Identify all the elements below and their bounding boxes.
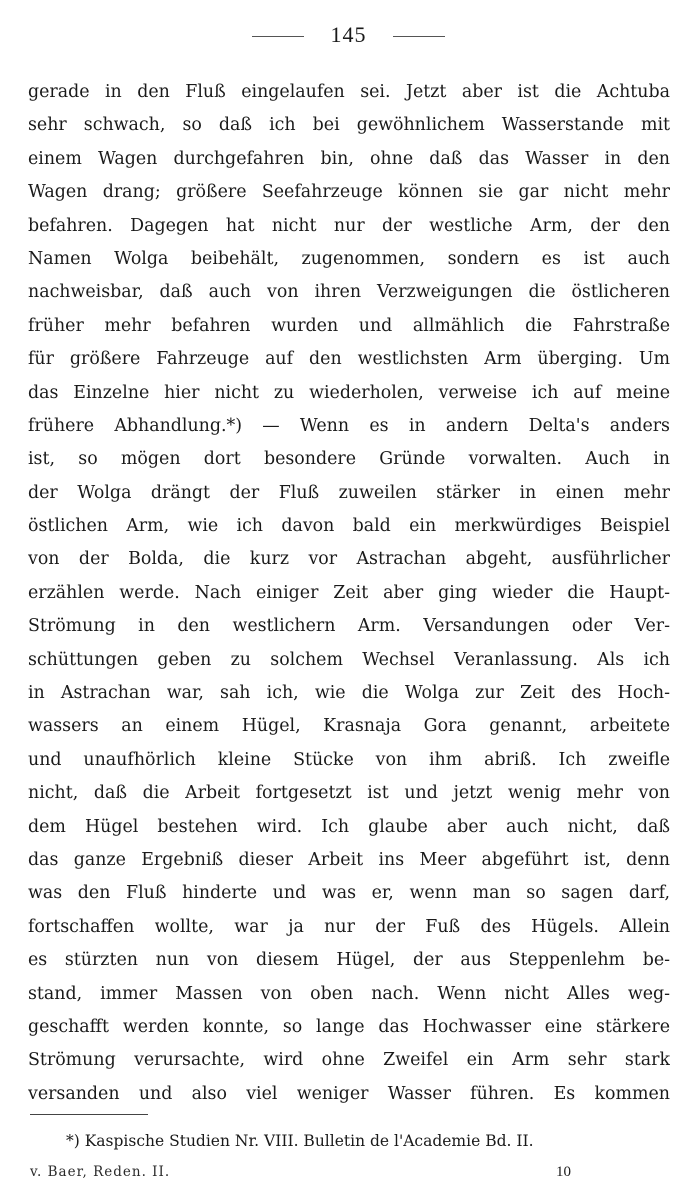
body-line: nicht, daß die Arbeit fortgesetzt ist und jetzt wenig mehr von — [28, 783, 670, 804]
body-line: erzählen werde. Nach einiger Zeit aber ging wieder die Haupt- — [28, 582, 670, 603]
body-line: Strömung in den westlichern Arm. Versandungen oder Ver- — [28, 616, 670, 637]
body-line: dem Hügel bestehen wird. Ich glaube aber auch nicht, daß — [28, 816, 670, 837]
body-line: das Einzelne hier nicht zu wiederholen, verweise ich auf meine — [28, 382, 670, 403]
body-line: gerade in den Fluß eingelaufen sei. Jetzt aber ist die Achtuba — [28, 82, 670, 102]
body-line: schüttungen geben zu solchem Wechsel Veranlassung. Als ich — [28, 649, 670, 670]
signature-mark: v. Baer, Reden. II. — [30, 1164, 171, 1180]
body-line: der Wolga drängt der Fluß zuweilen stärker in einen mehr — [28, 482, 670, 503]
body-line: früher mehr befahren wurden und allmählich die Fahrstraße — [28, 315, 670, 336]
body-line: das ganze Ergebniß dieser Arbeit ins Meer abgeführt ist, denn — [28, 849, 670, 870]
body-line: von der Bolda, die kurz vor Astrachan abgeht, ausführlicher — [28, 549, 670, 570]
body-line: Wagen drang; größere Seefahrzeuge können sie gar nicht mehr — [28, 182, 670, 203]
body-line: für größere Fahrzeuge auf den westlichsten Arm überging. Um — [28, 349, 670, 370]
body-line: befahren. Dagegen hat nicht nur der westliche Arm, der den — [28, 215, 670, 236]
header-rule-right — [393, 36, 445, 37]
header-rule-left — [252, 36, 304, 37]
body-line: Strömung verursachte, wird ohne Zweifel ein Arm sehr stark — [28, 1050, 670, 1071]
body-line: frühere Abhandlung.*) — Wenn es in andern Delta's anders — [28, 415, 670, 436]
body-line: einem Wagen durchgefahren bin, ohne daß das Wasser in den — [28, 148, 670, 169]
body-line: fortschaffen wollte, war ja nur der Fuß des Hügels. Allein — [28, 916, 670, 937]
body-line: versanden und also viel weniger Wasser führen. Es kommen — [28, 1083, 670, 1104]
body-line: wassers an einem Hügel, Krasnaja Gora genannt, arbeitete — [28, 716, 670, 737]
body-line: ist, so mögen dort besondere Gründe vorwalten. Auch in — [28, 449, 670, 470]
body-line: nachweisbar, daß auch von ihren Verzweigungen die östlicheren — [28, 282, 670, 303]
body-line: östlichen Arm, wie ich davon bald ein merkwürdiges Beispiel — [28, 516, 670, 537]
page-number: 145 — [330, 22, 367, 47]
body-line: in Astrachan war, sah ich, wie die Wolga zur Zeit des Hoch- — [28, 683, 670, 704]
body-line: und unaufhörlich kleine Stücke von ihm abriß. Ich zweifle — [28, 749, 670, 770]
body-line: es stürzten nun von diesem Hügel, der aus Steppenlehm be- — [28, 950, 670, 971]
body-line: sehr schwach, so daß ich bei gewöhnlichem Wasserstande mit — [28, 115, 670, 136]
body-line: stand, immer Massen von oben nach. Wenn nicht Alles weg- — [28, 983, 670, 1004]
body-text — [28, 76, 670, 1111]
body-line: Namen Wolga beibehält, zugenommen, sondern es ist auch — [28, 248, 670, 269]
footnote-rule — [30, 1114, 148, 1115]
body-line: geschafft werden konnte, so lange das Hochwasser eine stärkere — [28, 1016, 670, 1037]
footnote: *) Kaspische Studien Nr. VIII. Bulletin de l'Academie Bd. II. — [66, 1132, 534, 1150]
body-line: was den Fluß hinderte und was er, wenn man so sagen darf, — [28, 883, 670, 904]
page-header — [0, 22, 697, 48]
sheet-number: 10 — [556, 1164, 571, 1180]
